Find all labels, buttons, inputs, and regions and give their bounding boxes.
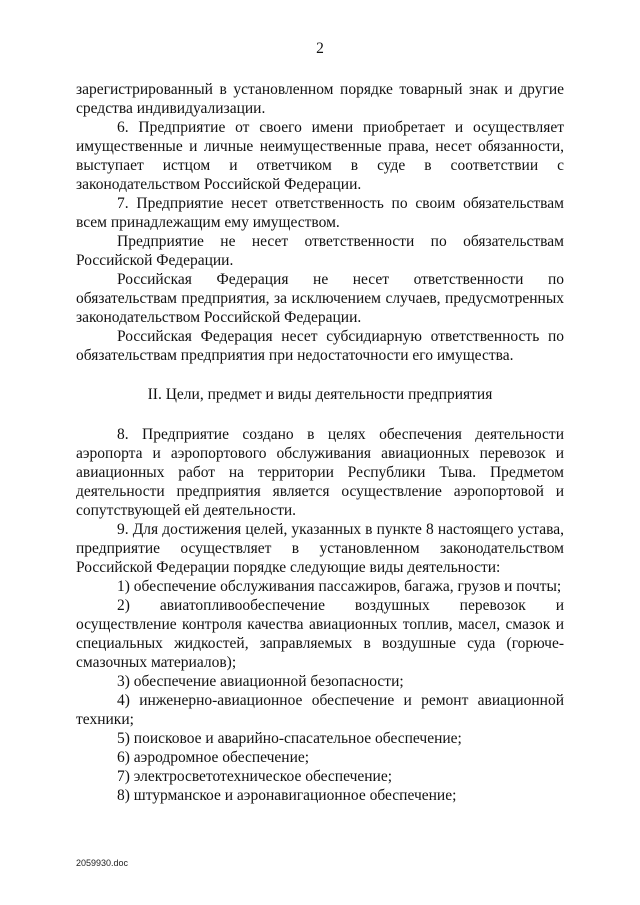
list-item: 6) аэродромное обеспечение; [117,749,310,766]
list-item: 2) авиатопливообеспечение воздушных перевозок и осуществление контроля качества авиационных топлив, масел, смазок и специальных жидкостей, заправляемых в воздушные суда (горюче-смазочных материалов); [76,597,564,671]
paragraph-item-6: 6. Предприятие от своего имени приобретает и осуществляет имущественные и личные неимущественные права, несет обязанности, выступает истцом и ответчиком в суде в соответствии с законодательством Российской Федерации. [76,119,564,193]
paragraph-liability-federation: Предприятие не несет ответственности по обязательствам Российской Федерации. [76,233,564,269]
paragraph-item-8: 8. Предприятие создано в целях обеспечения деятельности аэропорта и аэропортового обслуживания авиационных перевозок и авиационных работ на территории Республики Тыва. Предметом деятельности предприятия является осуществление аэропортовой и сопутствующей ей деятельности. [76,426,564,519]
list-item: 7) электросветотехническое обеспечение; [117,768,393,785]
footer-filename: 2059930.doc [76,858,129,868]
paragraph-item-9: 9. Для достижения целей, указанных в пункте 8 настоящего устава, предприятие осуществляет в установленном законодательством Российской Федерации порядке следующие виды деятельности: [76,521,564,576]
section-heading: II. Цели, предмет и виды деятельности предприятия [147,386,493,403]
paragraph-continuation: зарегистрированный в установленном порядке товарный знак и другие средства индивидуализации. [76,81,564,117]
list-item: 1) обеспечение обслуживания пассажиров, багажа, грузов и почты; [117,578,562,595]
paragraph-item-7: 7. Предприятие несет ответственность по своим обязательствам всем принадлежащим ему имуществом. [76,195,564,231]
list-item: 4) инженерно-авиационное обеспечение и ремонт авиационной техники; [76,692,564,728]
paragraph-subsidiary-liability: Российская Федерация несет субсидиарную ответственность по обязательствам предприятия при недостаточности его имущества. [76,328,564,364]
list-item: 5) поисковое и аварийно-спасательное обеспечение; [117,730,462,747]
activities-list [76,577,564,805]
list-item: 3) обеспечение авиационной безопасности; [117,673,404,690]
list-item: 8) штурманское и аэронавигационное обеспечение; [117,787,457,804]
page-number: 2 [316,40,324,57]
paragraph-federation-no-liability: Российская Федерация не несет ответственности по обязательствам предприятия, за исключением случаев, предусмотренных законодательством Российской Федерации. [76,271,564,326]
document-body [76,80,564,805]
